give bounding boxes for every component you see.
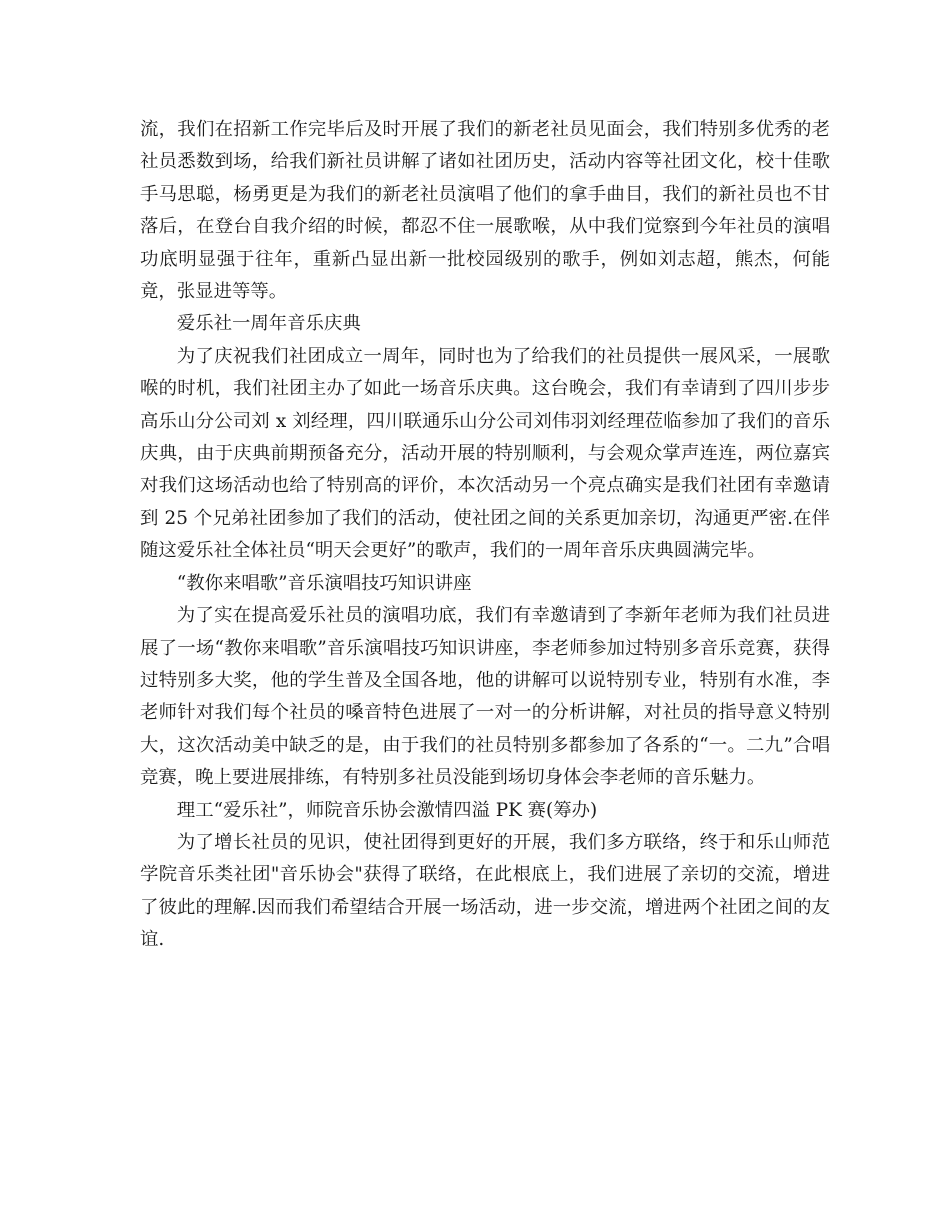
section-heading-lecture: “教你来唱歌”音乐演唱技巧知识讲座 — [176, 572, 472, 594]
section-heading-anniversary: 爱乐社一周年音乐庆典 — [176, 313, 361, 335]
paragraph-anniversary: 为了庆祝我们社团成立一周年，同时也为了给我们的社员提供一展风采，一展歌喉的时机，我们社团主办了如此一场音乐庆典。这台晚会，我们有幸请到了四川步步高乐山分公司刘 x 刘经理，四川联通乐山分公司刘伟羽刘经理莅临参加了我们的音乐庆典，由于庆典前期预备充分，活动开展的特别顺利，与会观众掌声连连，两位嘉宾对我们这场活动也给了特别高的评价，本次活动另一个亮点确实是我们社团有幸邀请到 25 个兄弟社团参加了我们的活动，使社团之间的关系更加亲切，沟通更严密.在伴随这爱乐社全体社员“明天会更好”的歌声，我们的一周年音乐庆典圆满完毕。 — [140, 345, 830, 562]
paragraph-lecture: 为了实在提高爱乐社员的演唱功底，我们有幸邀请到了李新年老师为我们社员进展了一场“教你来唱歌”音乐演唱技巧知识讲座，李老师参加过特别多音乐竞赛，获得过特别多大奖，他的学生普及全国各地，他的讲解可以说特别专业，特别有水准，李老师针对我们每个社员的嗓音特色进展了一对一的分析讲解，对社员的指导意义特别大，这次活动美中缺乏的是，由于我们的社员特别多都参加了各系的“一。二九”合唱竞赛，晚上要进展排练，有特别多社员没能到场切身体会李老师的音乐魅力。 — [140, 605, 830, 789]
paragraph-pk-contest: 为了增长社员的见识，使社团得到更好的开展，我们多方联络，终于和乐山师范学院音乐类社团"音乐协会"获得了联络，在此根底上，我们进展了亲切的交流，增进了彼此的理解.因而我们希望结合开展一场活动，进一步交流，增进两个社团之间的友谊. — [140, 831, 830, 951]
paragraph-intro: 流，我们在招新工作完毕后及时开展了我们的新老社员见面会，我们特别多优秀的老社员悉数到场，给我们新社员讲解了诸如社团历史，活动内容等社团文化，校十佳歌手马思聪，杨勇更是为我们的新老社员演唱了他们的拿手曲目，我们的新社员也不甘落后，在登台自我介绍的时候，都忍不住一展歌喉，从中我们觉察到今年社员的演唱功底明显强于往年，重新凸显出新一批校园级别的歌手，例如刘志超，熊杰，何能竟，张显进等等。 — [140, 119, 830, 303]
section-heading-pk-contest: 理工“爱乐社”，师院音乐协会激情四溢 PK 赛(筹办) — [176, 799, 598, 821]
document-page — [140, 114, 830, 957]
